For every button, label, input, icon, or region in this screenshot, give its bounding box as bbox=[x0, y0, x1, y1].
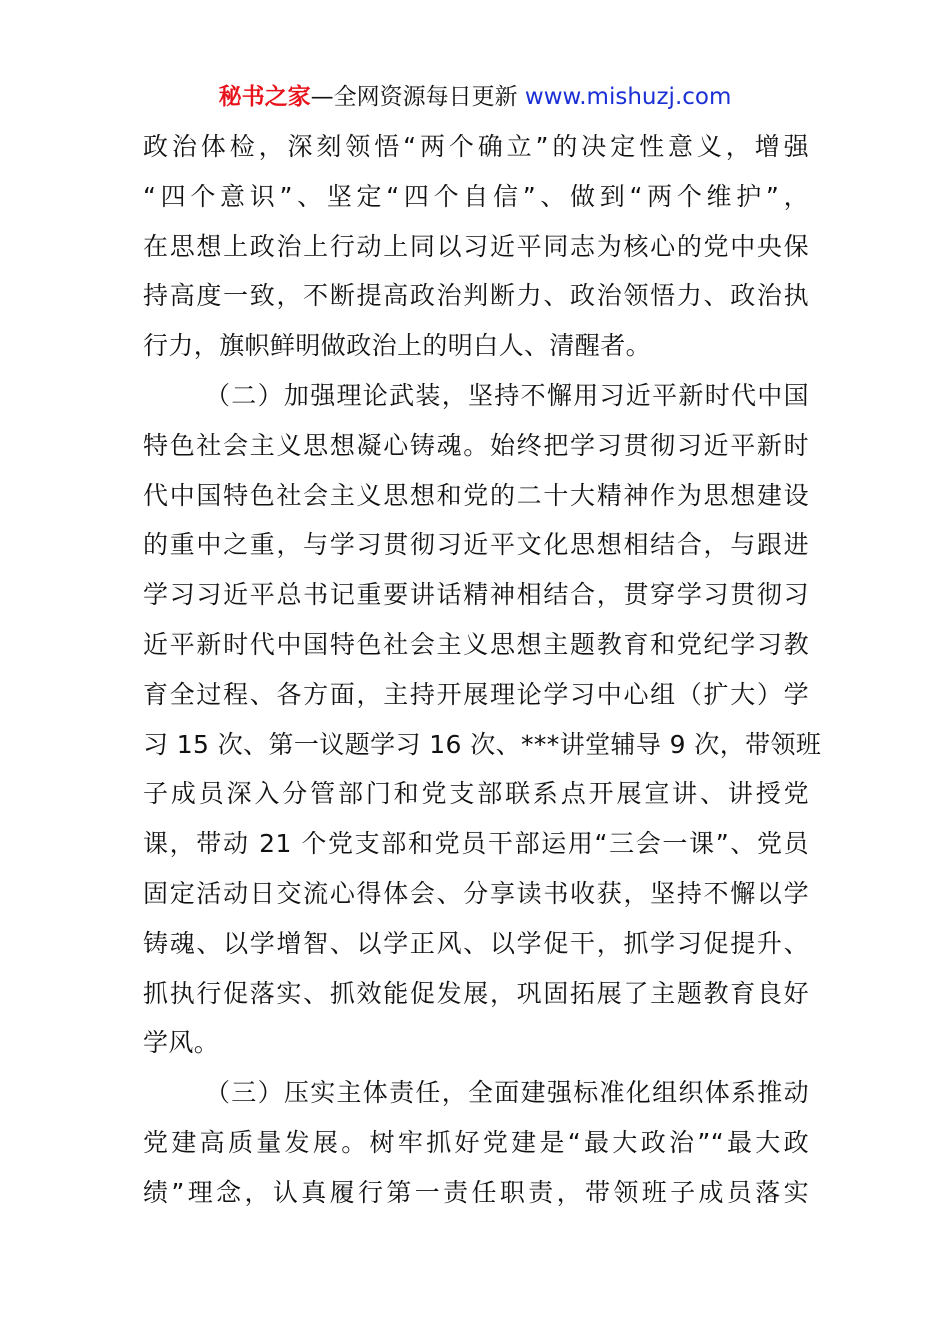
text-line: （二）加强理论武装，坚持不懈用习近平新时代中国 bbox=[205, 380, 809, 410]
text-line: 抓执行促落实、抓效能促发展，巩固拓展了主题教育良好 bbox=[143, 978, 809, 1008]
site-tagline: —全网资源每日更新 bbox=[310, 84, 525, 110]
text-line: 特色社会主义思想凝心铸魂。始终把学习贯彻习近平新时 bbox=[143, 430, 809, 460]
site-header bbox=[0, 80, 950, 114]
site-brand: 秘书之家 bbox=[218, 84, 311, 110]
text-line: 子成员深入分管部门和党支部联系点开展宣讲、讲授党 bbox=[143, 779, 809, 809]
text-line: 铸魂、以学增智、以学正风、以学促干，抓学习促提升、 bbox=[143, 928, 809, 958]
text-line: 课，带动 21 个党支部和党员干部运用“三会一课”、党员 bbox=[143, 829, 809, 859]
text-line: 学习习近平总书记重要讲话精神相结合，贯穿学习贯彻习 bbox=[143, 580, 809, 610]
text-line: （三）压实主体责任，全面建强标准化组织体系推动 bbox=[205, 1078, 809, 1108]
text-line: 习 15 次、第一议题学习 16 次、***讲堂辅导 9 次，带领班 bbox=[143, 729, 822, 759]
text-line: 绩”理念，认真履行第一责任职责，带领班子成员落实 bbox=[143, 1177, 809, 1207]
text-line: 在思想上政治上行动上同以习近平同志为核心的党中央保 bbox=[143, 231, 809, 261]
text-line: 持高度一致，不断提高政治判断力、政治领悟力、政治执 bbox=[143, 281, 809, 311]
text-line: “四个意识”、坚定“四个自信”、做到“两个维护”， bbox=[143, 181, 809, 211]
text-line: 代中国特色社会主义思想和党的二十大精神作为思想建设 bbox=[143, 480, 809, 510]
text-line: 行力，旗帜鲜明做政治上的明白人、清醒者。 bbox=[143, 331, 652, 361]
site-url-link[interactable]: www.mishuzj.com bbox=[524, 84, 732, 110]
text-line: 固定活动日交流心得体会、分享读书收获，坚持不懈以学 bbox=[143, 878, 809, 908]
text-line: 学风。 bbox=[143, 1028, 220, 1058]
document-body bbox=[143, 122, 822, 1218]
text-line: 政治体检，深刻领悟“两个确立”的决定性意义，增强 bbox=[143, 132, 809, 161]
text-line: 育全过程、各方面，主持开展理论学习中心组（扩大）学 bbox=[143, 679, 809, 709]
text-line: 近平新时代中国特色社会主义思想主题教育和党纪学习教 bbox=[143, 629, 809, 659]
text-line: 党建高质量发展。树牢抓好党建是“最大政治”“最大政 bbox=[143, 1127, 809, 1157]
text-line: 的重中之重，与学习贯彻习近平文化思想相结合，与跟进 bbox=[143, 530, 809, 560]
